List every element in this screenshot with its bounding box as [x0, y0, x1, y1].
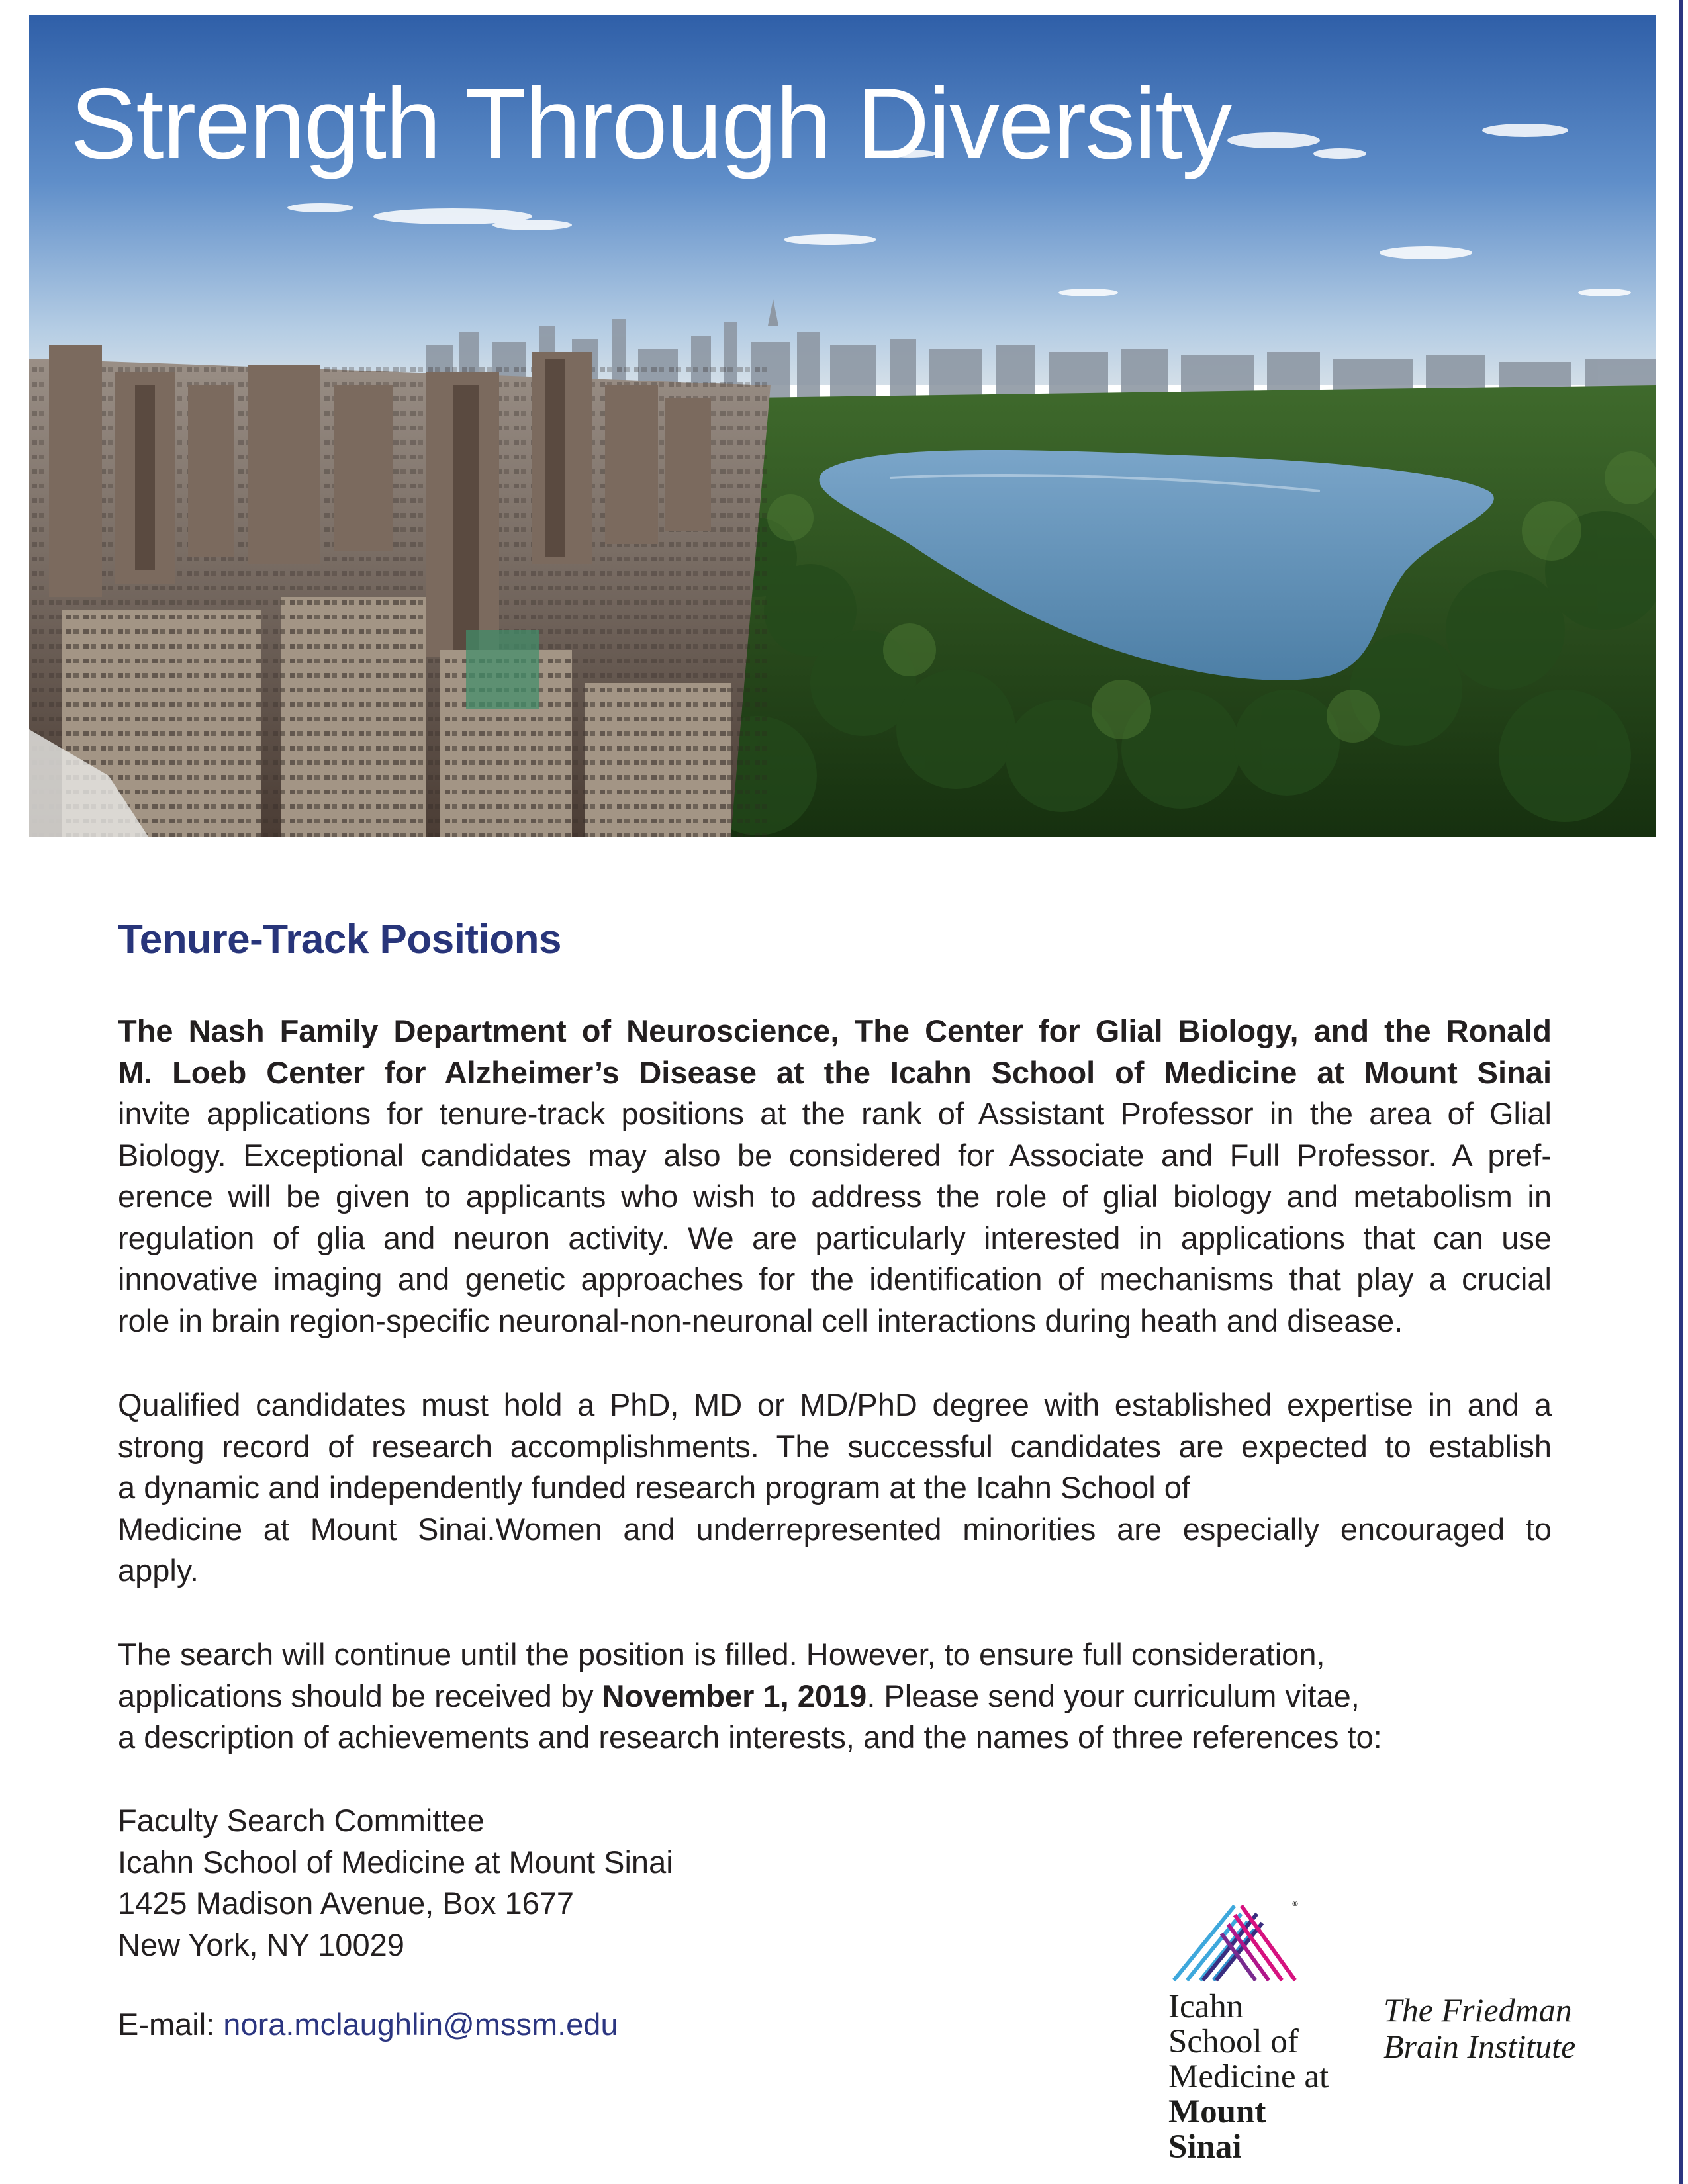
- mount-sinai-wordmark: [1168, 1989, 1329, 2165]
- mount-sinai-logo-mark: [1168, 1897, 1301, 1983]
- friedman-brain-institute-logo: [1383, 1992, 1575, 2065]
- intro-paragraph: [118, 1011, 1552, 1342]
- wordmark-line: Medicine at: [1168, 2058, 1329, 2095]
- qualifications-line: strong record of research accomplishments. The successful candidates are expected to establish: [118, 1428, 1552, 1464]
- deadline-suffix: . Please send your curriculum vitae,: [867, 1678, 1360, 1713]
- intro-line: erence will be given to applicants who wish to address the role of glial biology and metabolism in: [118, 1179, 1552, 1214]
- registered-mark: ®: [1291, 1899, 1299, 1908]
- page-edge-rule: [1679, 0, 1683, 2184]
- email-label: E-mail:: [118, 2007, 224, 2042]
- intro-line: role in brain region-specific neuronal-non-neuronal cell interactions during heath and disease.: [118, 1302, 1403, 1338]
- hero-photo: [29, 15, 1656, 837]
- mailing-address: [118, 1800, 1552, 1966]
- intro-line: innovative imaging and genetic approaches for the identification of mechanisms that play a crucial: [118, 1261, 1552, 1297]
- contact-email-row: [118, 2004, 618, 2045]
- wordmark-line: School of: [1168, 2023, 1299, 2060]
- friedman-line: The Friedman: [1383, 1991, 1572, 2028]
- friedman-line: Brain Institute: [1383, 2028, 1576, 2065]
- application-line-deadline: [118, 1676, 1552, 1717]
- address-line: 1425 Madison Avenue, Box 1677: [118, 1886, 575, 1921]
- page-heading: Tenure-Track Positions: [118, 917, 562, 962]
- email-link[interactable]: nora.mclaughlin@mssm.edu: [223, 2007, 618, 2042]
- intro-line: invite applications for tenure-track positions at the rank of Assistant Professor in the area of Glial: [118, 1096, 1552, 1131]
- wordmark-line-bold: Mount: [1168, 2093, 1266, 2130]
- wordmark-line: Icahn: [1168, 1988, 1244, 2025]
- intro-bold-line: M. Loeb Center for Alzheimer’s Disease at the Icahn School of Medicine at Mount Sinai: [118, 1054, 1552, 1090]
- application-line: a description of achievements and research interests, and the names of three references to:: [118, 1719, 1382, 1754]
- qualifications-line: apply.: [118, 1553, 199, 1588]
- intro-line: regulation of glia and neuron activity. We are particularly interested in applications that can use: [118, 1220, 1552, 1255]
- qualifications-line: Qualified candidates must hold a PhD, MD or MD/PhD degree with established expertise in and a: [118, 1387, 1552, 1422]
- address-line: Faculty Search Committee: [118, 1803, 485, 1838]
- qualifications-line: a dynamic and independently funded research program at the Icahn School of: [118, 1470, 1190, 1505]
- hero-title: Strength Through Diversity: [70, 68, 1231, 180]
- qualifications-line: Medicine at Mount Sinai.Women and underrepresented minorities are especially encouraged to: [118, 1511, 1552, 1547]
- address-line: Icahn School of Medicine at Mount Sinai: [118, 1844, 673, 1880]
- wordmark-line-bold: Sinai: [1168, 2128, 1242, 2165]
- intro-bold-line: The Nash Family Department of Neuroscience, The Center for Glial Biology, and the Ronald: [118, 1013, 1552, 1048]
- address-line: New York, NY 10029: [118, 1927, 404, 1962]
- application-deadline: November 1, 2019: [602, 1678, 867, 1713]
- deadline-prefix: applications should be received by: [118, 1678, 602, 1713]
- application-line: The search will continue until the position is filled. However, to ensure full consideration,: [118, 1637, 1325, 1672]
- intro-line: Biology. Exceptional candidates may also be considered for Associate and Full Professor. A pref-: [118, 1137, 1552, 1173]
- application-paragraph: [118, 1634, 1552, 1758]
- qualifications-paragraph: [118, 1385, 1552, 1592]
